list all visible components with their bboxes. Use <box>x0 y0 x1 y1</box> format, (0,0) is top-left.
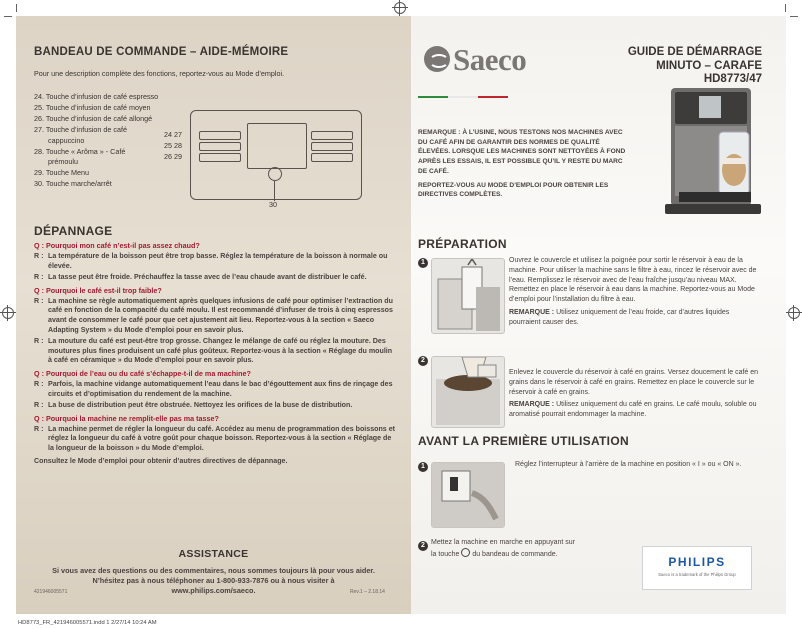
legend-item: 27. Touche d’infusion de café <box>34 124 127 134</box>
legend-item: prémoulu <box>48 157 78 167</box>
coffee-machine-image <box>661 84 766 226</box>
control-panel-diagram <box>190 110 362 200</box>
crop-mark <box>16 4 17 12</box>
registration-mark-right <box>788 307 800 319</box>
revision-label: Rev.1 – 2.18.14 <box>350 589 385 595</box>
legend-item: 26. Touche d’infusion de café allongé <box>34 113 153 123</box>
page-sheet <box>16 16 786 614</box>
first-use-title: AVANT LA PREMIÈRE UTILISATION <box>418 434 629 448</box>
registration-mark-top <box>394 2 406 14</box>
power-switch-illustration <box>431 462 505 528</box>
guide-title: GUIDE DE DÉMARRAGE MINUTO – CARAFE HD8773/47 <box>627 46 762 85</box>
legend-item: 29. Touche Menu <box>34 168 90 178</box>
registration-mark-left <box>2 307 14 319</box>
control-panel-intro: Pour une description complète des fonctions, reportez-vous au Mode d’emploi. <box>34 69 285 78</box>
display-screen-diagram <box>247 123 307 169</box>
left-panel <box>16 16 411 614</box>
assistance-title: ASSISTANCE <box>178 548 249 560</box>
crop-mark <box>4 16 12 17</box>
cappuccino-button-diagram <box>311 131 353 140</box>
preparation-step-2: Enlevez le couvercle du réservoir à café en grains. Versez doucement le café en grains dans le réservoir à café en grains. Remettez en place le couvercle sur le réservoir à café en grains. REMARQUE : Utilisez uniquement du café en grains. Le café moulu, soluble ou aromatisé pourrait endommager la machine. <box>509 369 759 419</box>
leader-line <box>274 181 275 201</box>
answer: R : La mouture du café est peut-être trop grosse. Changez le mélange de café ou réglez la mouture. Des moutures plus fines produisent un café plus goûteux. Reportez-vous à la section « Réglage du moulin à café en céramique » du Mode d’emploi pour en savoir plus. <box>34 337 393 365</box>
water-tank-illustration <box>431 258 505 334</box>
legend-item: 24. Touche d’infusion de café espresso <box>34 92 159 101</box>
philips-trademark: Saeco is a trademark of the Philips Group <box>658 572 736 577</box>
aroma-button-diagram <box>311 142 353 151</box>
saeco-logo-icon <box>424 46 450 72</box>
troubleshooting-list <box>34 238 396 468</box>
long-coffee-button-diagram <box>199 153 241 162</box>
preparation-step-1: Ouvrez le couvercle et utilisez la poignée pour sortir le réservoir à eau de la machine. Pour utiliser la machine sans le filtre à eau, rincez le réservoir avec de l’eau. Remplissez le réservoir avec de l’eau fraîche jusqu’au niveau MAX. Remettez en place le réservoir à eau dans la machine. Reportez-vous au Mode d’emploi pour l’installation du filtre à eau. REMARQUE : Utilisez uniquement de l’eau froide, car d’autres liquides pourraient causer des. <box>509 257 757 326</box>
flag-line-red <box>478 96 508 98</box>
answer: R : La température de la boisson peut être trop basse. Réglez la température de la boisson à normale ou élevée. <box>34 252 388 270</box>
preparation-title: PRÉPARATION <box>418 237 507 251</box>
first-use-step-1: Réglez l’interrupteur à l’arrière de la machine en position « I » ou « ON ». <box>515 461 742 468</box>
power-icon <box>461 548 470 557</box>
question: Q : Pourquoi de l’eau ou du café s’échappe-t-il de ma machine? <box>34 368 251 378</box>
medium-coffee-button-diagram <box>199 142 241 151</box>
question: Q : Pourquoi le café est-il trop faible? <box>34 285 162 295</box>
question: Q : Pourquoi mon café n’est-il pas assez chaud? <box>34 241 200 250</box>
legend-item: 28. Touche « Arôma » - Café <box>34 146 126 156</box>
menu-button-diagram <box>311 153 353 162</box>
crop-mark <box>785 4 786 12</box>
assistance-text: Si vous avez des questions ou des commentaires, nous sommes toujours là pour vous aider. N’hésitez pas à nous téléphoner au 1-800-933-7876 ou à nous visiter à www.philips.com/saeco. <box>52 566 375 595</box>
button-legend-list <box>34 92 174 190</box>
answer: R : La buse de distribution peut être obstruée. Nettoyez les orifices de la buse de distribution. <box>34 401 353 410</box>
troubleshooting-title: DÉPANNAGE <box>34 224 113 238</box>
step-number: 1 <box>418 462 428 472</box>
crop-mark <box>790 16 798 17</box>
first-use-step-2: Mettez la machine en marche en appuyant sur la touche du bandeau de commande. <box>431 539 575 558</box>
legend-item: 25. Touche d’infusion de café moyen <box>34 102 151 112</box>
print-slug: HD8773_FR_421946005571.indd 1 2/27/14 10:24 AM <box>18 620 157 626</box>
power-button-diagram <box>268 167 282 181</box>
answer: R : La tasse peut être froide. Préchauffez la tasse avec de l’eau chaude avant de distribuer le café. <box>34 273 367 282</box>
philips-logo: PHILIPS <box>668 555 726 569</box>
answer: R : Parfois, la machine vidange automatiquement l’eau dans le bac d’égouttement aux fins de rinçage des circuits et d’optimisation du rendement de la machine. <box>34 379 393 398</box>
legend-item: cappuccino <box>48 135 85 145</box>
step-number: 1 <box>418 258 428 268</box>
flag-line-green <box>418 96 448 98</box>
step-number: 2 <box>418 356 428 366</box>
right-panel <box>411 16 786 614</box>
answer: R : La machine se règle automatiquement après quelques infusions de café pour optimiser l’extraction du café en fonction de la compacité du café moulu. Il est recommandé d’infuser de trois à cinq espressos avant de consommer le café pour que cet ajustement ait lieu. Reportez-vous à la section « Saeco Adapting System » du Mode d’emploi pour en savoir plus. <box>34 296 393 334</box>
philips-logo-box <box>642 546 752 590</box>
bean-hopper-illustration <box>431 356 505 428</box>
troubleshooting-footer: Consultez le Mode d’emploi pour obtenir d’autres directives de dépannage. <box>34 456 288 465</box>
control-panel-title: BANDEAU DE COMMANDE – AIDE-MÉMOIRE <box>34 46 289 58</box>
document-code: 421946005571 <box>34 589 68 595</box>
espresso-button-diagram <box>199 131 241 140</box>
legend-item: 30. Touche marche/arrêt <box>34 179 112 189</box>
step-number: 2 <box>418 541 428 551</box>
panel-callouts-left: 24 27 25 28 26 29 <box>164 130 182 161</box>
factory-remark: REMARQUE : À L’USINE, NOUS TESTONS NOS MACHINES AVEC DU CAFÉ AFIN DE GARANTIR DES NORMES DE QUALITÉ ÉLEVÉES. LORSQUE LES MACHINES SONT NETTOYÉES À FOND APRÈS LES ESSAIS, IL EST POSSIBLE QU’IL Y RESTE DU MARC DE CAFÉ. REPORTEZ-VOUS AU MODE D’EMPLOI POUR OBTENIR LES DIRECTIVES COMPLÈTES. <box>418 129 626 199</box>
flag-line-white <box>448 96 478 98</box>
panel-callout-30: 30 <box>269 200 277 209</box>
question: Q : Pourquoi la machine ne remplit-elle pas ma tasse? <box>34 413 219 423</box>
saeco-logo: Saeco <box>453 42 527 77</box>
answer: R : La machine permet de régler la longueur du café. Accédez au menu de programmation des boissons et réglez la longueur du café à votre goût pour chaque boisson. Reportez-vous à la section « Réglage de la longueur de la boisson » du Mode d’emploi. <box>34 424 396 452</box>
